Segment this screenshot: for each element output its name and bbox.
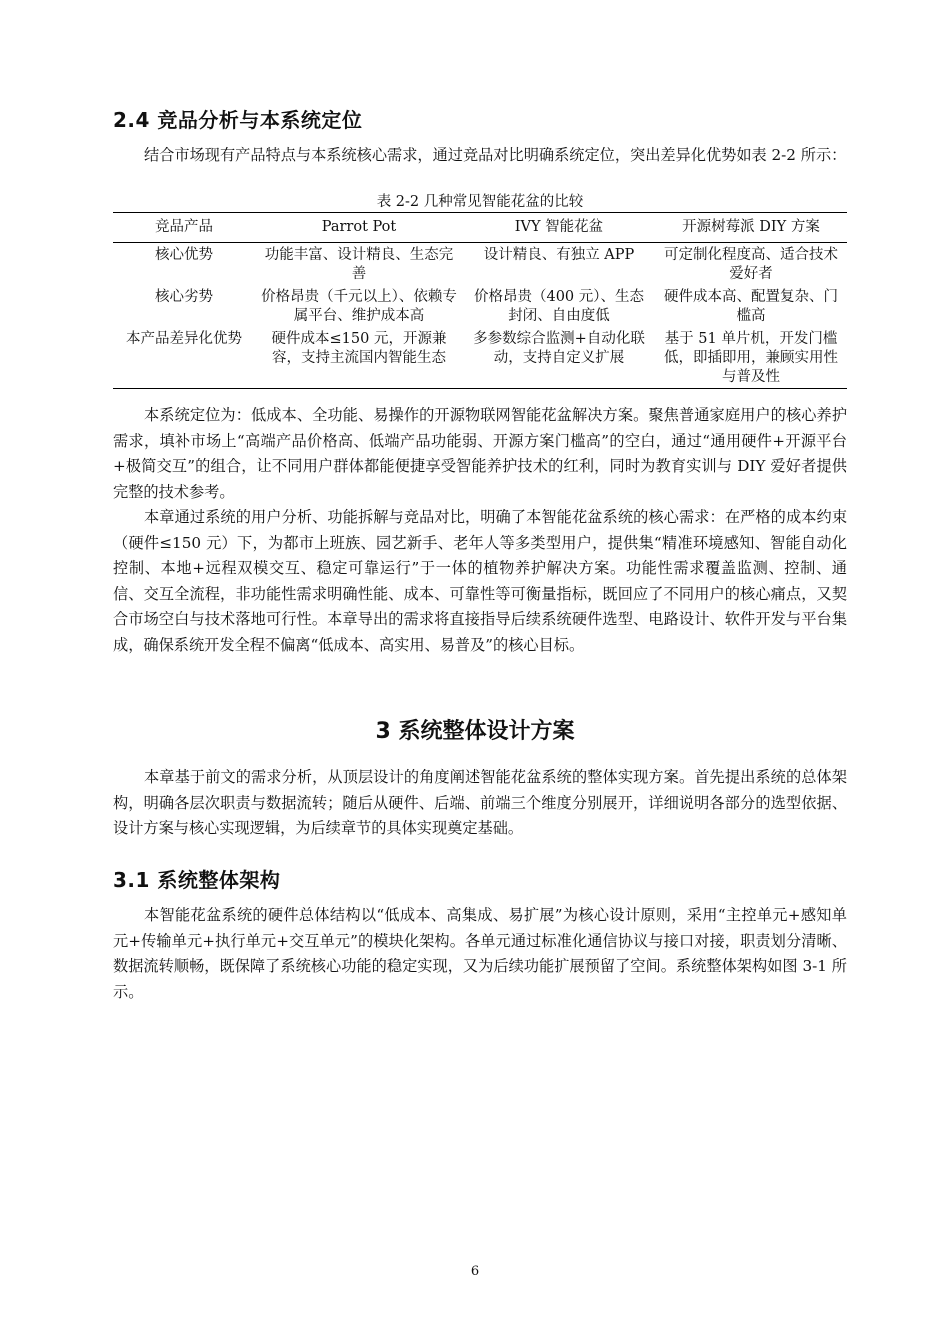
comparison-table bbox=[113, 212, 847, 389]
positioning-paragraph: 本系统定位为：低成本、全功能、易操作的开源物联网智能花盆解决方案。聚焦普通家庭用户的核心养护需求，填补市场上“高端产品价格高、低端产品功能弱、开源方案门槛高”的空白，通过“通用硬件+开源平台+极简交互”的组合，让不同用户群体都能便捷享受智能养护技术的红利，同时为教育实训与 DIY 爱好者提供完整的技术参考。 bbox=[113, 406, 847, 501]
table-cell: 硬件成本高、配置复杂、门槛高 bbox=[664, 289, 838, 324]
table-caption: 表 2-2 几种常见智能花盆的比较 bbox=[376, 194, 584, 210]
table-row-label: 本产品差异化优势 bbox=[113, 327, 255, 389]
section-2-4-intro: 结合市场现有产品特点与本系统核心需求，通过竞品对比明确系统定位，突出差异化优势如表 2-2 所示： bbox=[144, 146, 847, 164]
table-header-cell: 开源树莓派 DIY 方案 bbox=[655, 213, 847, 243]
section-3-1-body: 本智能花盆系统的硬件总体结构以“低成本、高集成、易扩展”为核心设计原则，采用“主控单元+感知单元+传输单元+执行单元+交互单元”的模块化架构。各单元通过标准化通信协议与接口对接，职责划分清晰、数据流转顺畅，既保障了系统核心功能的稳定实现，又为后续功能扩展预留了空间。系统整体架构如图 3-1 所示。 bbox=[113, 906, 847, 1001]
section-heading-3-1: 3.1 系统整体架构 bbox=[113, 868, 281, 892]
table-cell: 基于 51 单片机，开发门槛低，即插即用，兼顾实用性与普及性 bbox=[655, 327, 847, 389]
table-row-label: 核心优势 bbox=[155, 247, 213, 263]
table-cell: 多参数综合监测+自动化联动，支持自定义扩展 bbox=[463, 327, 655, 389]
chapter-3-title: 3 系统整体设计方案 bbox=[375, 719, 575, 744]
table-cell: 价格昂贵（千元以上）、依赖专属平台、维护成本高 bbox=[261, 289, 457, 324]
table-row bbox=[113, 327, 847, 389]
chapter-3-intro: 本章基于前文的需求分析，从顶层设计的角度阐述智能花盆系统的整体实现方案。首先提出系统的总体架构，明确各层次职责与数据流转；随后从硬件、后端、前端三个维度分别展开，详细说明各部分的选型依据、设计方案与核心实现逻辑，为后续章节的具体实现奠定基础。 bbox=[113, 768, 847, 838]
table-header-cell: Parrot Pot bbox=[255, 213, 463, 243]
table-cell: 设计精良、有独立 APP bbox=[483, 247, 635, 263]
page-number: 6 bbox=[470, 1264, 480, 1279]
table-cell: 硬件成本≤150 元，开源兼容，支持主流国内智能生态 bbox=[255, 327, 463, 389]
table-cell: 可定制化程度高、适合技术爱好者 bbox=[664, 247, 838, 282]
table-row-label: 核心劣势 bbox=[155, 289, 213, 305]
table-header-cell: IVY 智能花盆 bbox=[463, 213, 655, 243]
table-cell: 功能丰富、设计精良、生态完善 bbox=[264, 247, 454, 282]
table-row bbox=[113, 285, 847, 327]
table-header-row bbox=[113, 213, 847, 243]
chapter-summary-paragraph: 本章通过系统的用户分析、功能拆解与竞品对比，明确了本智能花盆系统的核心需求：在严格的成本约束（硬件≤150 元）下，为都市上班族、园艺新手、老年人等多类型用户，提供集“精准环境感知、智能自动化控制、本地+远程双模交互、稳定可靠运行”于一体的植物养护解决方案。功能性需求覆盖监测、控制、通信、交互全流程，非功能性需求明确性能、成本、可靠性等可衡量指标，既回应了不同用户的核心痛点，又契合市场空白与技术落地可行性。本章导出的需求将直接指导后续系统硬件选型、电路设计、软件开发与平台集成，确保系统开发全程不偏离“低成本、高实用、易普及”的核心目标。 bbox=[113, 508, 847, 654]
table-row bbox=[113, 243, 847, 286]
table-cell: 价格昂贵（400 元）、生态封闭、自由度低 bbox=[473, 289, 645, 324]
table-header-cell: 竞品产品 bbox=[113, 213, 255, 243]
section-heading-2-4: 2.4 竞品分析与本系统定位 bbox=[113, 108, 363, 132]
